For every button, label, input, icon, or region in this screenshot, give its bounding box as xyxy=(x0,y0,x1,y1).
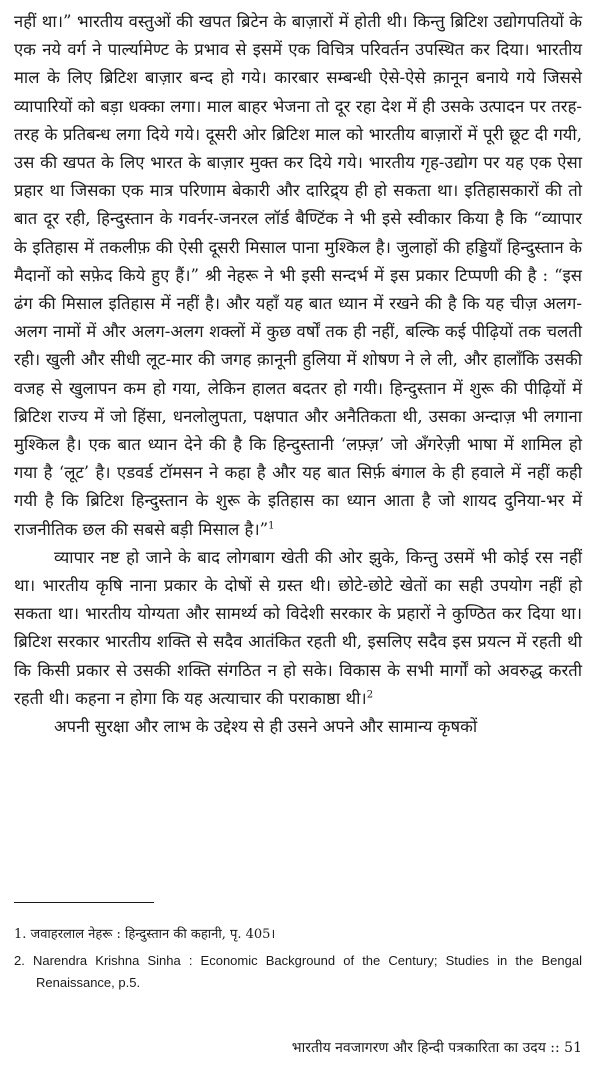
paragraph-1-text: नहीं था।” भारतीय वस्तुओं की खपत ब्रिटेन के बाज़ारों में होती थी। किन्तु ब्रिटिश उद्योगपतियों के एक नये वर्ग ने पार्ल्यामेण्ट के प्रभाव से इसमें एक विचित्र परिवर्तन उपस्थित कर दिया। भारतीय माल के लिए ब्रिटिश बाज़ार बन्द हो गये। कारबार सम्बन्धी ऐसे-ऐसे क़ानून बनाये गये जिससे व्यापारियों को बड़ा धक्का लगा। माल बाहर भेजना तो दूर रहा देश में ही उसके उत्पादन पर तरह-तरह के प्रतिबन्ध लगा दिये गये। दूसरी ओर ब्रिटिश माल को भारतीय बाज़ारों में पूरी छूट दी गयी, उस की खपत के लिए भारत के बाज़ार मुक्त कर दिये गये। भारतीय गृह-उद्योग पर यह एक ऐसा प्रहार था जिसका एक मात्र परिणाम बेकारी और दारिद्र्य ही हो सकता था। इतिहासकारों की तो बात दूर रही, हिन्दुस्तान के गवर्नर-जनरल लॉर्ड बैण्टिंक ने भी इसे स्वीकार किया है कि “व्यापार के इतिहास में तकलीफ़ की ऐसी दूसरी मिसाल पाना मुश्किल है। जुलाहों की हड्डियाँ हिन्दुस्तान के मैदानों को सफ़ेद किये हुए हैं।” श्री नेहरू ने भी इसी सन्दर्भ में इस प्रकार टिप्पणी की है : “इस ढंग की मिसाल इतिहास में नहीं है। और यहाँ यह बात ध्यान में रखने की है कि यह चीज़ अलग-अलग नामों में और अलग-अलग शक्लों में कुछ वर्षों तक ही नहीं, बल्कि कई पीढ़ियों तक चलती रही। खुली और सीधी लूट-मार की जगह क़ानूनी हुलिया में शोषण ने ले ली, और हालाँकि उसकी वजह से खुलापन कम हो गया, लेकिन हालत बदतर हो गयी। हिन्दुस्तान में शुरू की पीढ़ियों में ब्रिटिश राज्य में जो हिंसा, धनलोलुपता, पक्षपात और अनैतिकता थी, उसका अन्दाज़ भी लगाना मुश्किल है। एक बात ध्यान देने की है कि हिन्दुस्तानी ‘लफ़्ज़’ जो अँगरेज़ी भाषा में शामिल हो गया है ‘लूट’ है। एडवर्ड टॉमसन ने कहा है और यह बात सिर्फ़ बंगाल के ही हवाले में नहीं कही गयी है कि ब्रिटिश हिन्दुस्तान के शुरू के इतिहास का ध्यान आता है जो शायद दुनिया-भर में राजनीतिक छल की सबसे बड़ी मिसाल है।” xyxy=(14,12,582,539)
body-text xyxy=(14,8,582,741)
footnote-1-text: जवाहरलाल नेहरू : हिन्दुस्तान की कहानी, पृ. 405। xyxy=(30,927,276,942)
footnote-ref-1: 1 xyxy=(268,520,275,532)
paragraph-2-text: व्यापार नष्ट हो जाने के बाद लोगबाग खेती की ओर झुके, किन्तु उसमें भी कोई रस नहीं था। भारतीय कृषि नाना प्रकार के दोषों से ग्रस्त थी। छोटे-छोटे खेतों का सही उपयोग नहीं हो सकता था। भारतीय योग्यता और सामर्थ्य को विदेशी सरकार के प्रहारों ने कुण्ठित कर दिया था। ब्रिटिश सरकार भारतीय शक्ति से सदैव आतंकित रहती थी, इसलिए सदैव इस प्रयत्न में रहती थी कि किसी प्रकार से उसकी शक्ति संगठित न हो सके। विकास के सभी मार्गों को अवरुद्ध करती रहती थी। कहना न होगा कि यह अत्याचार की पराकाष्ठा थी। xyxy=(14,547,582,708)
footnote-1-number: 1. xyxy=(14,927,27,942)
paragraph-3-text: अपनी सुरक्षा और लाभ के उद्देश्य से ही उसने अपने और सामान्य कृषकों xyxy=(54,717,478,737)
footnotes xyxy=(14,924,582,998)
footnote-2-text: Narendra Krishna Sinha : Economic Background of the Century; Studies in the Bengal Renaissance, p.5. xyxy=(32,953,582,990)
footer-separator: :: xyxy=(550,1040,560,1056)
footnote-1 xyxy=(14,924,582,946)
footnote-divider xyxy=(14,902,154,903)
paragraph-1 xyxy=(14,8,582,544)
footnote-2 xyxy=(14,950,582,994)
footnote-ref-2: 2 xyxy=(366,689,374,701)
running-title: भारतीय नवजागरण और हिन्दी पत्रकारिता का उदय xyxy=(291,1040,546,1056)
footnote-2-number: 2. xyxy=(14,953,25,968)
page-number: 51 xyxy=(564,1040,582,1056)
paragraph-3 xyxy=(14,713,582,741)
running-footer xyxy=(292,1038,582,1057)
paragraph-2 xyxy=(14,544,582,713)
